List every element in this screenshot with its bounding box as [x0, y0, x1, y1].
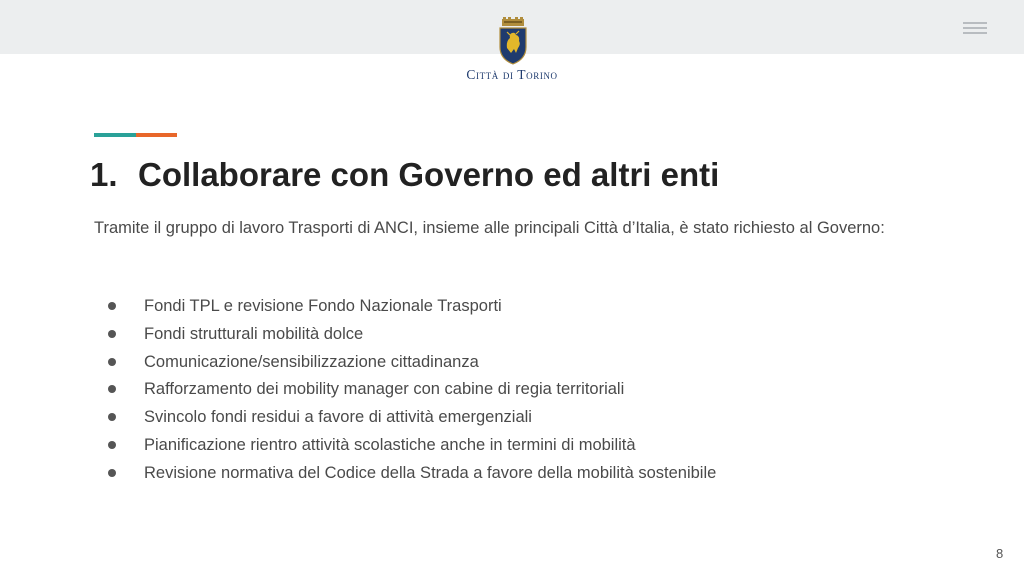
- page-number: 8: [996, 546, 1004, 561]
- bullet-dot-icon: [108, 441, 116, 449]
- list-item-text: Revisione normativa del Codice della Strada a favore della mobilità sostenibile: [144, 463, 717, 482]
- accent-bar-teal: [94, 133, 136, 137]
- bullet-dot-icon: [108, 330, 116, 338]
- list-item: [108, 404, 716, 432]
- list-item-text: Rafforzamento dei mobility manager con cabine di regia territoriali: [144, 380, 625, 399]
- bullet-list: [108, 293, 716, 488]
- list-item: [108, 460, 716, 488]
- list-item: [108, 349, 716, 377]
- bullet-dot-icon: [108, 302, 116, 310]
- bullet-dot-icon: [108, 469, 116, 477]
- bullet-dot-icon: [108, 358, 116, 366]
- slide-title-text: Collaborare con Governo ed altri enti: [138, 156, 720, 193]
- list-item: [108, 432, 716, 460]
- accent-bar: [94, 133, 177, 137]
- brand-name: Città di Torino: [466, 67, 558, 82]
- list-item-text: Fondi TPL e revisione Fondo Nazionale Trasporti: [144, 297, 502, 315]
- hamburger-menu-icon[interactable]: [963, 22, 987, 34]
- intro-paragraph: Tramite il gruppo di lavoro Trasporti di ANCI, insieme alle principali Città d’Italia, è stato richiesto al Governo:: [94, 219, 885, 237]
- list-item-text: Fondi strutturali mobilità dolce: [144, 324, 364, 343]
- list-item: [108, 321, 716, 349]
- list-item-text: Svincolo fondi residui a favore di attività emergenziali: [144, 408, 532, 427]
- list-item: [108, 293, 716, 321]
- list-item-text: Comunicazione/sensibilizzazione cittadinanza: [144, 352, 479, 371]
- list-item: [108, 376, 716, 404]
- accent-bar-orange: [136, 133, 177, 137]
- list-item-text: Pianificazione rientro attività scolastiche anche in termini di mobilità: [144, 435, 636, 454]
- bullet-dot-icon: [108, 385, 116, 393]
- slide-title: [90, 156, 719, 194]
- coat-of-arms-icon: [497, 17, 529, 65]
- bullet-dot-icon: [108, 413, 116, 421]
- slide-title-number: 1.: [90, 156, 118, 193]
